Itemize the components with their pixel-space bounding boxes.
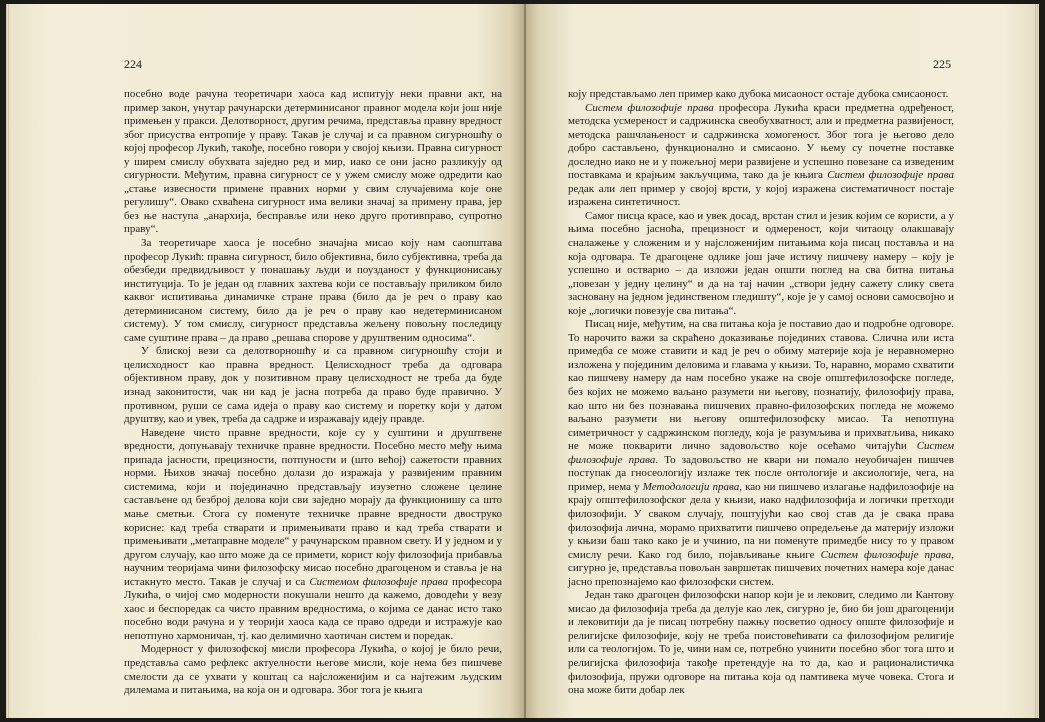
page-number-left: 224	[124, 57, 142, 71]
left-page-text	[124, 88, 502, 698]
paragraph: посебно воде рачуна теоретичари хаоса кад испитују неки правни акт, на пример закон, унутар рачунарски детерминисаног правног модела који још није примењен у пракси. Делотворност, другим речима, представља правну вредност због присуства ентропије у праву. Такав је случај и са правном сигурношћу о којој професор Лукић, такође, посебно говори у својој књизи. Правна сигурност у ширем смислу обухвата заједно ред и мир, иако се они јасно разликују од сигурности. Међутим, правна сигурност се у ужем смислу може одредити као „стање извесности примене правних норми у свим случајевима које оне регулишу“. Овако схваћена сигурност има велики значај за примену права, јер без ње наступа „анархија, бесправље или неко друго противправо, супротно праву“.	[124, 88, 502, 236]
page-edge-left	[6, 4, 10, 718]
right-page-text	[568, 88, 954, 698]
right-page	[524, 4, 1039, 718]
paragraph: Писац није, међутим, на сва питања која је поставио дао и подробне одговоре. То нарочито важи за скраћено доказивање појединих ставова. Слична или иста примедба се може ставити и кад је реч о обиму материје која је неравномерно изложена у појединим деловима и главама у књизи. То, наравно, морамо схватити као пишчеву намеру да нам посебно укаже на своје општефилозофске погледе, без којих не можемо ваљано разумети ни његову, познатију, филозофију права, као што ни без познавања пишчевих правно-филозофских погледа не можемо ваљано разумети ни његову општефилозофску мисао. Та непотпуна симетричност у садржинском погледу, која је разумљива и прихватљива, никако не може покварити лично задовољство које осећамо читајући Систем филозофије права. То задовољство не квари ни помало неуобичајен пишчев поступак да гносеологију излаже тек после онтологије и аксиологије, чега, на пример, нема у Методологији права, као ни пишчево излагање надфилозофије на крају општефилозофског дела у књизи, иако надфилозофија и логички претходи филозофији. У сваком случају, поштујући као свој став да је свака права филозофија лична, морамо прихватити пишчево опредељење да материју изложи у књизи баш тако како је и учинио, па ни поменуте примедбе нису то у правом смислу речи. Како год било, појављивање књиге Систем филозофије права, сигурно је, представља повољан завршетак пишчевих почетних намера које данас јасно препознајемо као филозофски систем.	[568, 318, 954, 588]
paragraph: Модерност у филозофској мисли професора Лукића, о којој је било речи, представља само рефлекс актуелности његове мисли, које нема без пишчеве смелости да се ухвати у коштац са најсложенијим и са најтежим људским дилемама и питањима, на која он и одговара. Због тога је књига	[124, 643, 502, 697]
page-edge-right	[1034, 4, 1039, 718]
paragraph: За теоретичаре хаоса је посебно значајна мисао коју нам саопштава професор Лукић: правна сигурност, било објективна, било субјективна, треба да обезбеди предвидљивост у понашању људи и поузданост у функционисању институција. То је један од главних захтева који се постављају приликом било каквог испитивања динамичке стране права (било да је реч о праву као детерминисаном систему, било да је реч о праву као недетерминисаном систему). У том смислу, сигурност представља жељену повољну последицу саме суштине права – да право „решава спорове у друштвеним односима“.	[124, 237, 502, 344]
paragraph: Наведене чисто правне вредности, које су у суштини и друштвене вредности, допуњавају техничке правне вредности. Посебно место међу њима припада јасности, прецизности, потпуности и (што већој) сажетости правних норми. Њихов значај посебно долази до изражаја у развијеним правним системима, који и појединачно представљају изузетно сложене целине састављене од безброј делова који сви заједно морају да функционишу са што мање сметњи. Стога су поменуте техничке правне вредности двоструко корисне: кад треба стварати и примењивати право и кад треба стварати и примењивати „метаправне моделе“ у рачунарском правном свету. И у једном и у другом случају, као што може да се примети, корист коју филозофија прибавља научним теоријама чини филозофску мисао посебно драгоценом и ставља је на истакнуто место. Такав је случај и са Системом филозофије права професора Лукића, о чијој смо модерности покушали нешто да кажемо, доводећи у везу хаос и беспоредак са чисто правним вредностима, о којима се данас исто тако посебно води рачуна и у теорији хаоса када се право одреди и истражује као непотпуно хармоничан, тј. као делимично хаотичан систем и поредак.	[124, 426, 502, 642]
paragraph: коју представљамо леп пример како дубока мисаоност остаје дубока смисаоност.	[568, 88, 949, 100]
page-number-right: 225	[933, 57, 951, 71]
gutter	[524, 4, 526, 718]
paragraph: Самог писца красе, као и увек досад, врстан стил и језик којим се користи, а у њима посебно јасноћа, прецизност и одмереност, који читаоцу олакшавају сналажење у сложеним и у најсложенијим питањима која писац поставља и на која одговара. Те драгоцене одлике још јаче истичу пишчеву намеру – коју је успешно и остварио – да изложи један општи поглед на сва битна питања „повезан у једну целину“ и да на тај начин „створи једну сажету слику света засновану на једном јединственом гледишту“, које је у самој основи самосвојно и које „логички повезује сва питања“.	[568, 209, 954, 317]
paragraph: Један тако драгоцен филозофски напор који је и лековит, следимо ли Кантову мисао да филозофија треба да делује као лек, сигурно је, био би још драгоценији и лековитији да је писац потребну пажњу посветио односу опште филозофије и религијске филозофије, коју не треба поистовећивати са филозофијом религије или са теологијом. То је, чини нам се, потребно учинити посебно због тога што и религијска филозофија такође претендује на то да, као и рационалистичка филозофија, пружи одговоре на питања која од памтивека муче човека. Стога и она може бити добар лек	[568, 589, 954, 697]
left-page	[6, 4, 524, 718]
paragraph: Систем филозофије права професора Лукића краси предметна одређеност, методска усмереност и садржинска свеобухватност, али и предметна развијеност, методска рашчлањеност и садржинска хомогеност. Због тога је његово дело добро састављено, функционално и смисаоно. У њему су почетне поставке доследно иако не и у пожељној мери развијене и успешно повезане са изведеним поставкама и крајњим закључцима, тако да је књига Систем филозофије права редак али леп пример у својој врсти, у којој изражена систематичност постаје изражена синтетичност.	[568, 101, 955, 209]
paragraph: У блиској вези са делотворношћу и са правном сигурношћу стоји и целисходност као правна вредност. Целисходност треба да одговара објективном праву, док у позитивном праву целисходност не треба да буде изнад законитости, чак ни кад је јасна потреба да право буде правично. У противном, руши се сама идеја о праву као систему и поретку који у датом друштву, као и увек, треба да садрже и изражавају идеју правде.	[124, 345, 502, 426]
book-spread	[6, 4, 1039, 718]
